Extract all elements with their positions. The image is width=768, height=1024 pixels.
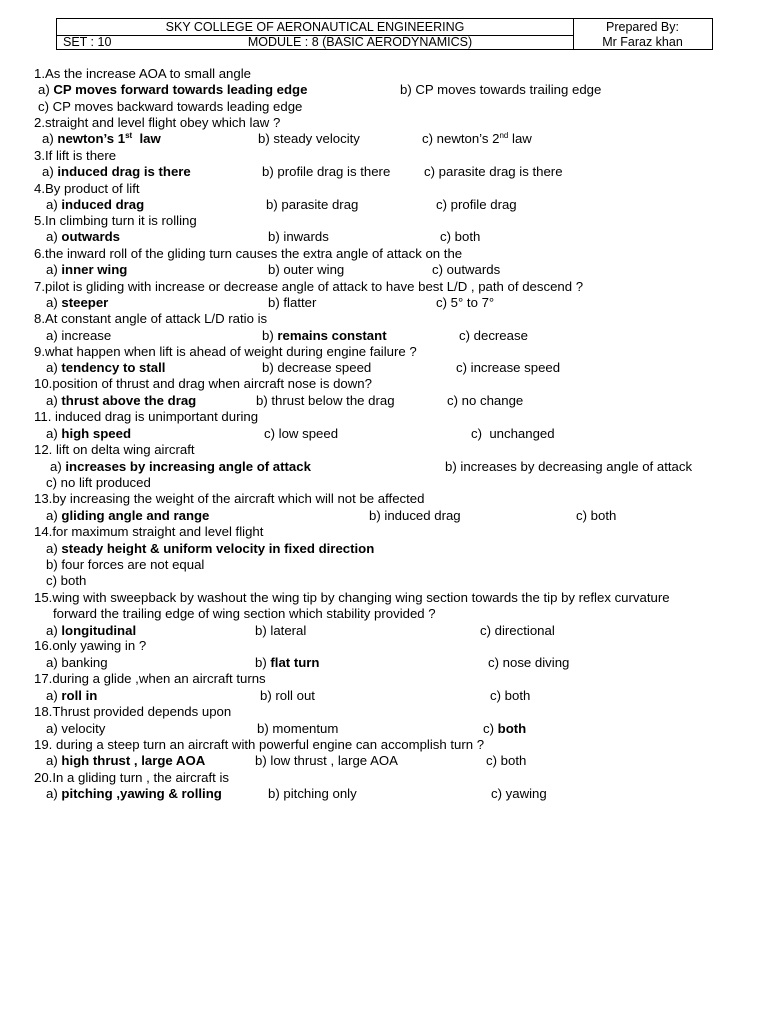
question-17-option-b: b) roll out [260,688,315,703]
correct-answer: high thrust , large AOA [61,753,206,768]
correct-answer: remains constant [277,328,387,343]
question-19-option-b: b) low thrust , large AOA [255,753,398,768]
question-16-option-b [255,655,319,671]
question-14-option-c: c) both [46,573,87,588]
question-16-text: 16.only yawing in ? [34,638,147,653]
question-18-option-c [483,721,526,737]
question-13-text: 13.by increasing the weight of the aircraft which will not be affected [34,491,425,506]
question-19-option-a [46,753,205,769]
question-20-option-b: b) pitching only [268,786,357,801]
header-table [56,18,713,50]
answer-text: newton’s 1 [57,131,126,146]
prepared-by-label: Prepared By: [606,20,679,34]
correct-answer: induced drag is there [57,164,191,179]
question-7-option-b: b) flatter [268,295,317,310]
question-12-option-c: c) no lift produced [46,475,151,490]
correct-answer: flat turn [270,655,320,670]
question-8-option-c: c) decrease [459,328,528,343]
correct-answer: steeper [61,295,109,310]
option-prefix: a) [46,541,62,556]
question-8-option-b [262,328,387,344]
question-6-option-b: b) outer wing [268,262,345,277]
question-6-option-c: c) outwards [432,262,501,277]
option-prefix: c) [483,721,498,736]
option-prefix: b) [255,655,271,670]
question-15-option-c: c) directional [480,623,555,638]
question-6-option-a [46,262,127,278]
question-13-option-a [46,508,209,524]
option-prefix: a) [46,262,62,277]
option-text: c) newton’s 2 [422,131,500,146]
question-13-option-b: b) induced drag [369,508,461,523]
question-1-option-c: c) CP moves backward towards leading edge [38,99,303,114]
question-15-option-b: b) lateral [255,623,307,638]
question-6-text: 6.the inward roll of the gliding turn causes the extra angle of attack on the [34,246,463,261]
question-10-option-b: b) thrust below the drag [256,393,395,408]
correct-answer: thrust above the drag [61,393,197,408]
question-15-text-continued: forward the trailing edge of wing section which stability provided ? [53,606,436,621]
question-18-text: 18.Thrust provided depends upon [34,704,232,719]
option-text-end: law [508,131,532,146]
question-2-option-b: b) steady velocity [258,131,360,146]
question-12-option-b: b) increases by decreasing angle of attack [445,459,693,474]
question-1-option-b: b) CP moves towards trailing edge [400,82,602,97]
option-prefix: a) [46,623,62,638]
question-13-option-c: c) both [576,508,617,523]
correct-answer: pitching ,yawing & rolling [61,786,222,801]
question-9-text: 9.what happen when lift is ahead of weight during engine failure ? [34,344,417,359]
question-11-option-a [46,426,131,442]
question-15-option-a [46,623,136,639]
question-4-option-a [46,197,144,213]
question-12-text: 12. lift on delta wing aircraft [34,442,195,457]
question-1-text: 1.As the increase AOA to small angle [34,66,251,81]
question-19-text: 19. during a steep turn an aircraft with powerful engine can accomplish turn ? [34,737,485,752]
question-9-option-c: c) increase speed [456,360,561,375]
correct-answer: outwards [61,229,121,244]
question-17-option-c: c) both [490,688,531,703]
option-prefix: a) [46,688,62,703]
question-8-text: 8.At constant angle of attack L/D ratio is [34,311,268,326]
option-prefix: a) [46,508,62,523]
answer-text-end: law [132,131,161,146]
question-18-option-b: b) momentum [257,721,339,736]
correct-answer: CP moves forward towards leading edge [53,82,308,97]
correct-answer: both [497,721,527,736]
correct-answer [57,131,160,146]
question-3-option-c: c) parasite drag is there [424,164,563,179]
option-prefix: a) [46,197,62,212]
correct-answer: inner wing [61,262,128,277]
option-prefix: a) [46,753,62,768]
question-16-option-c: c) nose diving [488,655,570,670]
question-1-option-a [38,82,307,98]
question-9-option-b: b) decrease speed [262,360,372,375]
correct-answer: gliding angle and range [61,508,210,523]
correct-answer: steady height & uniform velocity in fixed direction [61,541,375,556]
question-11-option-c: c) unchanged [471,426,555,441]
question-10-option-a [46,393,196,409]
question-9-option-a [46,360,165,376]
question-14-option-a [46,541,374,557]
set-number: SET : 10 [63,35,112,49]
question-5-text: 5.In climbing turn it is rolling [34,213,197,228]
correct-answer: tendency to stall [61,360,166,375]
option-prefix: a) [42,131,58,146]
question-16-option-a: a) banking [46,655,108,670]
option-prefix: a) [42,164,58,179]
superscript: nd [499,131,509,140]
question-5-option-a [46,229,120,245]
option-prefix: b) [262,328,278,343]
question-5-option-c: c) both [440,229,481,244]
option-prefix: a) [46,360,62,375]
option-prefix: a) [46,393,62,408]
question-5-option-b: b) inwards [268,229,329,244]
question-14-option-b: b) four forces are not equal [46,557,205,572]
question-8-option-a: a) increase [46,328,112,343]
question-2-option-c [422,131,532,147]
question-19-option-c: c) both [486,753,527,768]
question-10-text: 10.position of thrust and drag when aircraft nose is down? [34,376,372,391]
correct-answer: high speed [61,426,131,441]
question-20-option-a [46,786,222,802]
option-prefix: a) [50,459,66,474]
question-15-text: 15.wing with sweepback by washout the wing tip by changing wing section towards the tip by reflex curvature [34,590,670,605]
superscript: st [125,131,133,140]
option-prefix: a) [46,426,62,441]
correct-answer: longitudinal [61,623,137,638]
question-10-option-c: c) no change [447,393,524,408]
option-prefix: a) [46,229,62,244]
question-3-option-a [42,164,191,180]
option-prefix: a) [38,82,54,97]
question-2-text: 2.straight and level flight obey which law ? [34,115,281,130]
question-2-option-a [42,131,161,147]
question-3-option-b: b) profile drag is there [262,164,391,179]
question-4-option-c: c) profile drag [436,197,517,212]
question-3-text: 3.If lift is there [34,148,117,163]
question-7-option-c: c) 5° to 7° [436,295,495,310]
question-4-text: 4.By product of lift [34,181,140,196]
question-4-option-b: b) parasite drag [266,197,359,212]
question-12-option-a [50,459,311,475]
prepared-by-name: Mr Faraz khan [602,35,683,49]
question-17-option-a [46,688,97,704]
correct-answer: induced drag [61,197,145,212]
question-20-option-c: c) yawing [491,786,547,801]
option-prefix: a) [46,295,62,310]
question-20-text: 20.In a gliding turn , the aircraft is [34,770,229,785]
question-11-option-b: c) low speed [264,426,339,441]
module-title: MODULE : 8 (BASIC AERODYNAMICS) [247,35,473,49]
correct-answer: roll in [61,688,98,703]
question-11-text: 11. induced drag is unimportant during [34,409,259,424]
correct-answer: increases by increasing angle of attack [65,459,311,474]
option-prefix: a) [46,786,62,801]
question-7-option-a [46,295,108,311]
question-17-text: 17.during a glide ,when an aircraft turns [34,671,266,686]
question-18-option-a: a) velocity [46,721,106,736]
college-name: SKY COLLEGE OF AERONAUTICAL ENGINEERING [165,20,465,34]
question-7-text: 7.pilot is gliding with increase or decrease angle of attack to have best L/D , path of descend ? [34,279,584,294]
question-14-text: 14.for maximum straight and level flight [34,524,264,539]
